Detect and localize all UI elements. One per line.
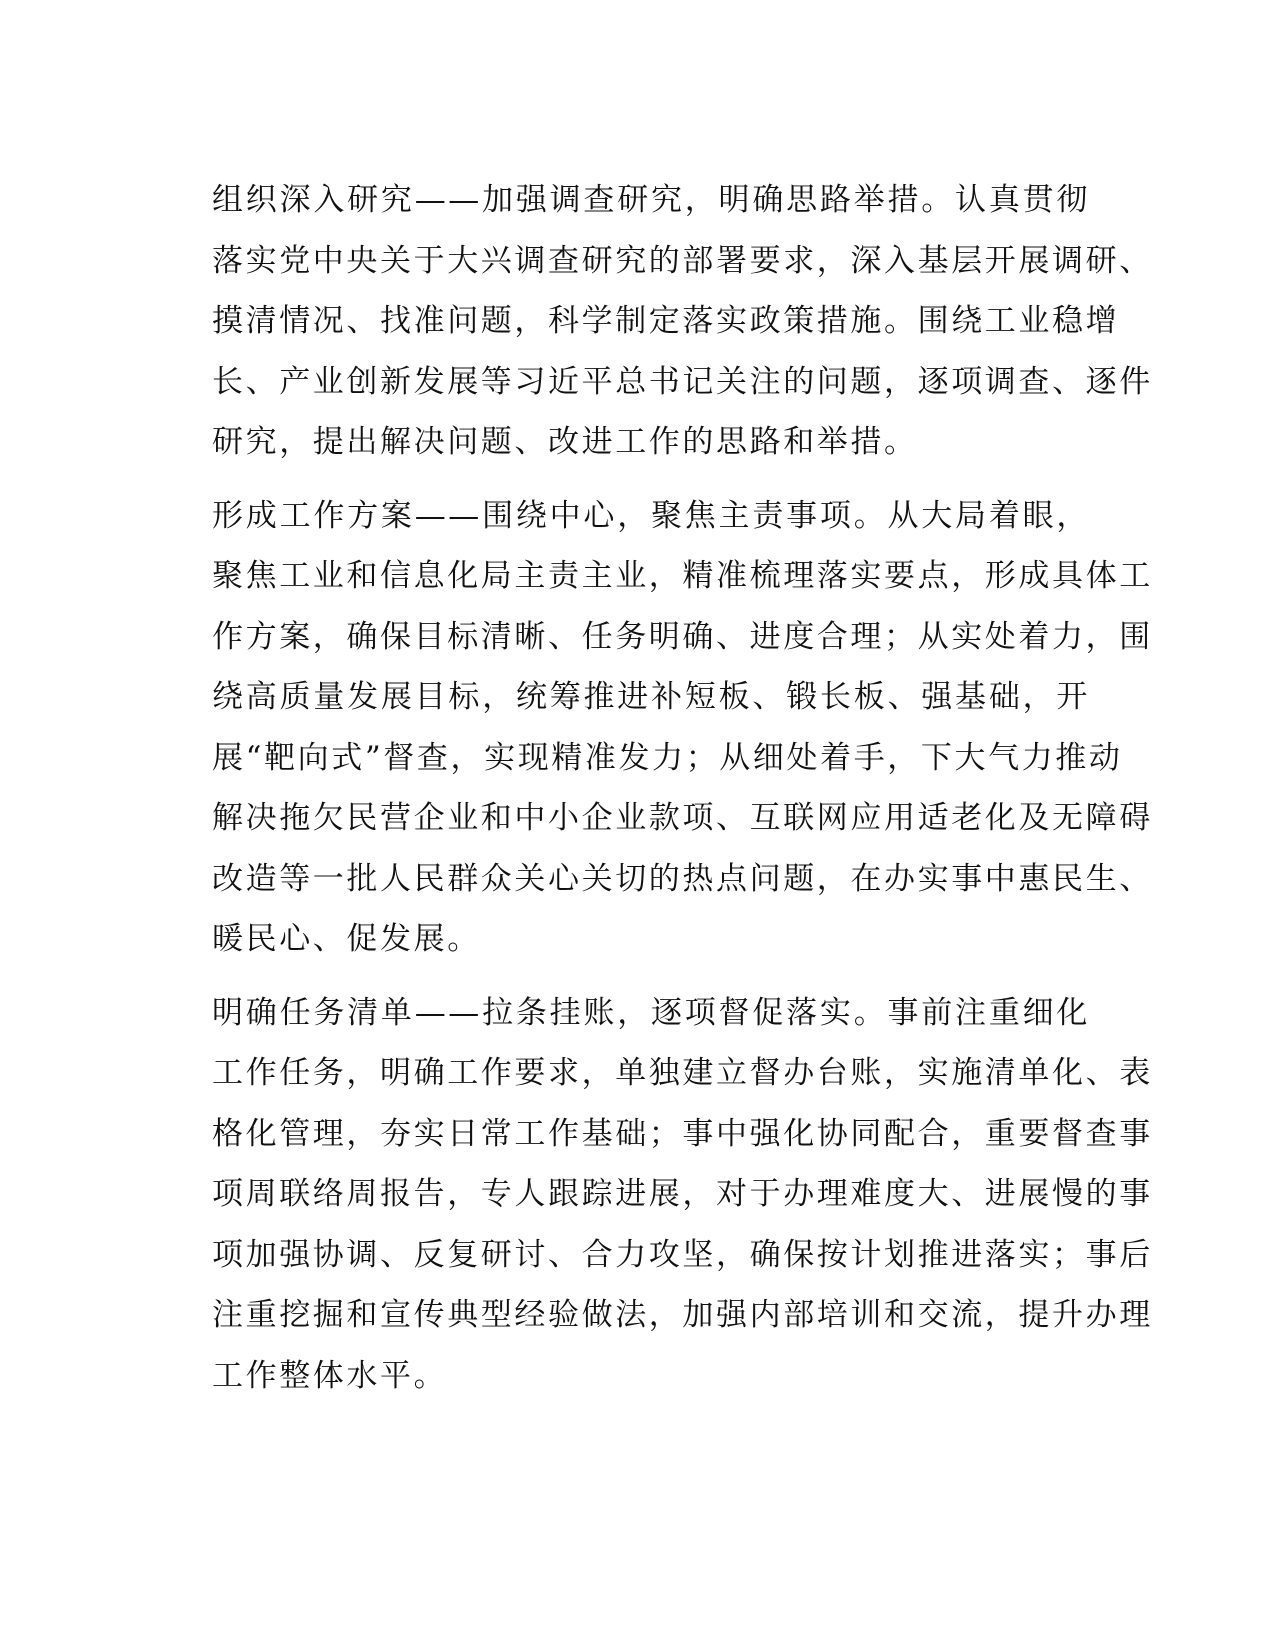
paragraph-work-plan [150, 486, 1153, 970]
paragraph-line: 摸清情况、找准问题，科学制定落实政策措施。围绕工业稳增 [212, 303, 1120, 339]
paragraph-line: 组织深入研究——加强调查研究，明确思路举措。认真贯彻 [212, 182, 1090, 218]
paragraph-line: 工作任务，明确工作要求，单独建立督办台账，实施清单化、表 [212, 1055, 1153, 1091]
paragraph-line: 绕高质量发展目标，统筹推进补短板、锻长板、强基础，开 [212, 679, 1090, 715]
paragraph-line: 作方案，确保目标清晰、任务明确、进度合理；从实处着力，围 [212, 618, 1153, 655]
paragraph-line: 展“靶向式”督查，实现精准发力；从细处着手，下大气力推动 [212, 739, 1123, 776]
paragraph-line: 聚焦工业和信息化局主责主业，精准梳理落实要点，形成具体工 [212, 558, 1153, 594]
paragraph-line: 落实党中央关于大兴调查研究的部署要求，深入基层开展调研、 [212, 242, 1153, 279]
paragraph-line: 长、产业创新发展等习近平总书记关注的问题，逐项调查、逐件 [212, 363, 1153, 400]
paragraph-line: 明确任务清单——拉条挂账，逐项督促落实。事前注重细化 [212, 994, 1090, 1031]
paragraph-line: 形成工作方案——围绕中心，聚焦主责事项。从大局着眼， [212, 497, 1090, 534]
paragraph-line: 注重挖掘和宣传典型经验做法，加强内部培训和交流，提升办理 [212, 1297, 1153, 1333]
paragraph-task-list [150, 983, 1153, 1407]
paragraph-line: 研究，提出解决问题、改进工作的思路和举措。 [212, 424, 918, 460]
paragraph-line: 项加强协调、反复研讨、合力攻坚，确保按计划推进落实；事后 [212, 1236, 1153, 1273]
document-page [150, 170, 1153, 1419]
paragraph-line: 解决拖欠民营企业和中小企业款项、互联网应用适老化及无障碍 [212, 800, 1153, 836]
paragraph-line: 暖民心、促发展。 [212, 921, 481, 957]
paragraph-line: 工作整体水平。 [212, 1357, 448, 1394]
paragraph-line: 改造等一批人民群众关心关切的热点问题，在办实事中惠民生、 [212, 860, 1153, 897]
paragraph-research [150, 170, 1153, 473]
paragraph-line: 格化管理，夯实日常工作基础；事中强化协同配合，重要督查事 [212, 1115, 1153, 1152]
paragraph-line: 项周联络周报告，专人跟踪进展，对于办理难度大、进展慢的事 [212, 1176, 1153, 1212]
